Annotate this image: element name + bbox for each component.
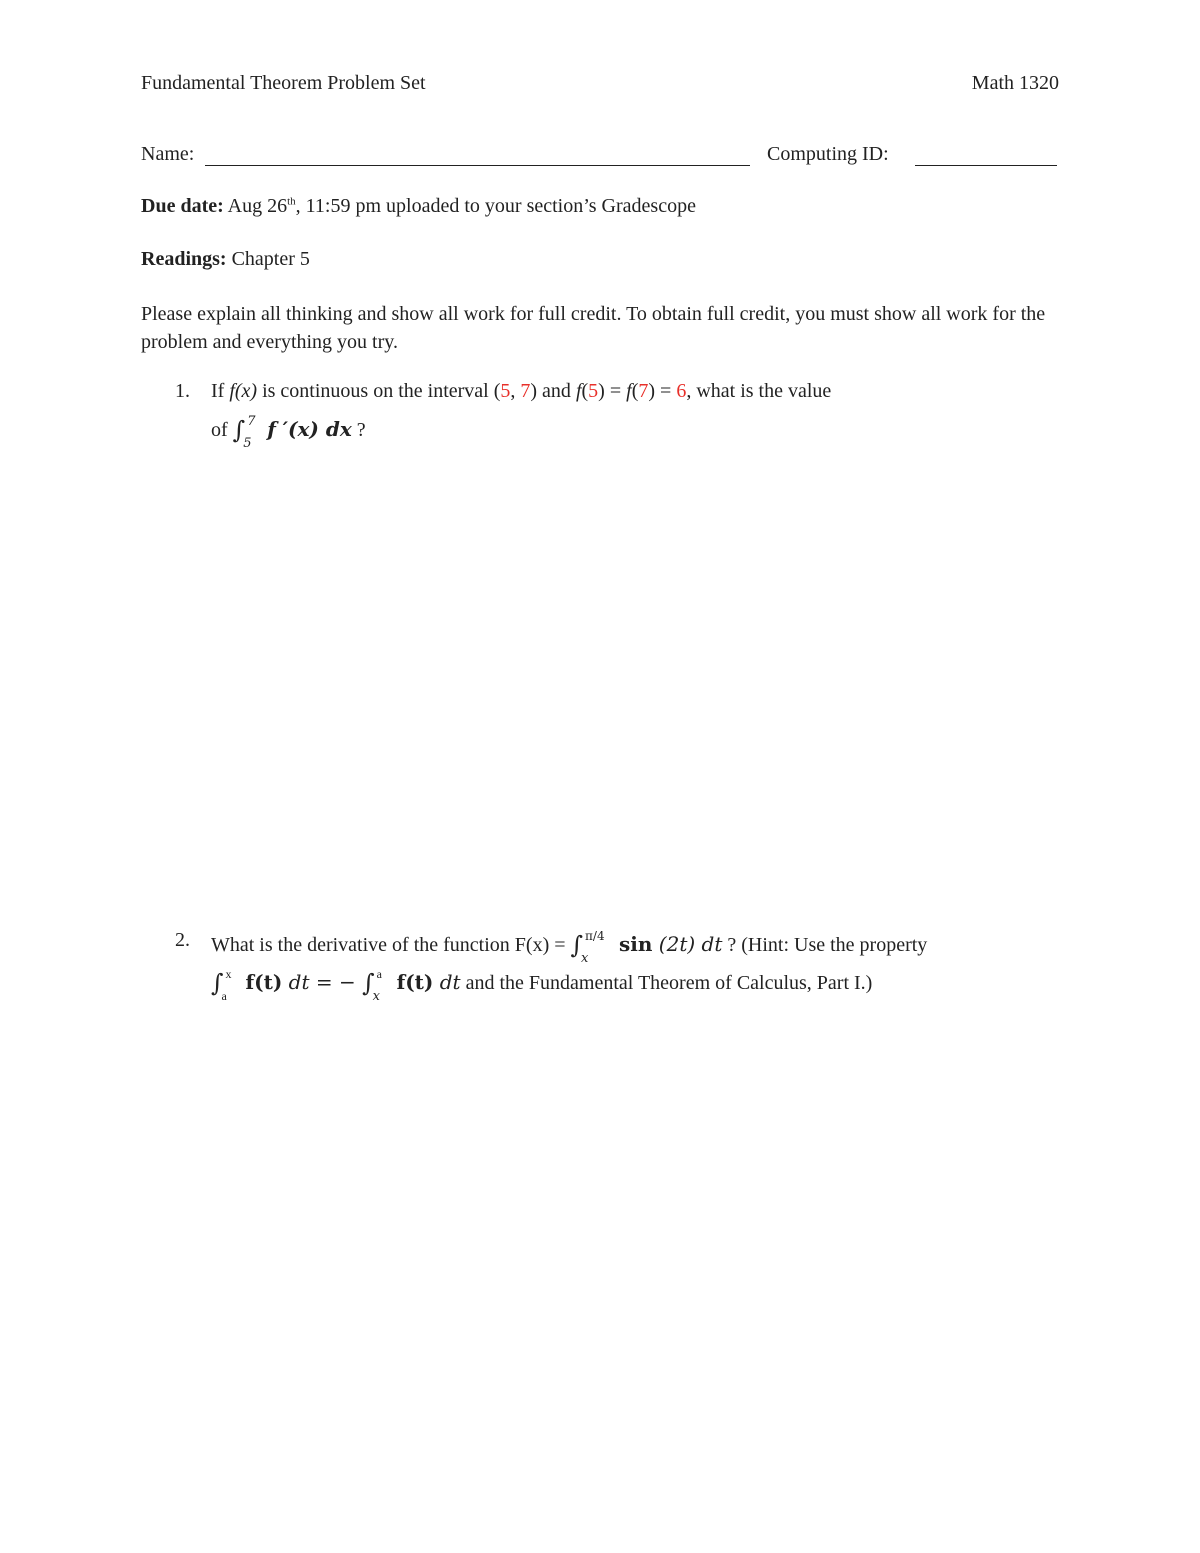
p2-text: What is the derivative of the function F(x) = — [211, 934, 571, 956]
due-date — [141, 195, 696, 218]
problem-1-line-1 — [211, 380, 831, 403]
due-date-day: Aug 26 — [223, 195, 288, 217]
p1-text: ( — [581, 380, 589, 402]
p2-text: ? (Hint: Use the property — [722, 934, 928, 956]
integral-limits — [243, 414, 267, 451]
integral-sign: ∫ — [232, 416, 246, 444]
name-blank-line — [205, 165, 750, 166]
readings — [141, 248, 310, 271]
p1-f: f — [229, 380, 235, 402]
upper-limit: a — [376, 967, 382, 981]
p1-text: ) = — [598, 380, 627, 402]
f-of-t: f(t) — [396, 970, 434, 994]
f-of-t: f(t) — [245, 970, 283, 994]
p1-text: , — [510, 380, 521, 402]
p1-text: If — [211, 380, 230, 402]
upper-limit: x — [225, 967, 232, 981]
name-label: Name: — [141, 143, 195, 165]
p1-f: f — [626, 380, 632, 402]
lower-limit: x — [581, 951, 589, 966]
integral-limits — [581, 929, 619, 966]
p1-function-value: 6 — [676, 380, 687, 402]
p1-b-value: 7 — [520, 380, 531, 402]
computing-id-label: Computing ID: — [767, 143, 889, 165]
p1-text: of — [211, 419, 233, 441]
upper-limit: π/4 — [585, 929, 605, 943]
course-number: Math 1320 — [971, 72, 1059, 94]
p1-text: ( — [631, 380, 639, 402]
integral-limits — [372, 967, 397, 1004]
computing-id-blank-line — [915, 165, 1057, 166]
integral-sign: ∫ — [211, 969, 224, 997]
p1-text: is continuous on the interval ( — [257, 380, 501, 402]
problem-2-line-1 — [211, 929, 928, 966]
sin-function: sin — [619, 932, 653, 956]
upper-limit: 7 — [247, 414, 256, 429]
due-date-ordinal: th — [287, 195, 296, 208]
p1-b-value: 7 — [638, 380, 649, 402]
document-title: Fundamental Theorem Problem Set — [141, 72, 426, 94]
integral-sign: ∫ — [570, 931, 584, 959]
problem-1-number: 1. — [175, 380, 190, 402]
p1-a-value: 5 — [500, 380, 511, 402]
dt-equals: dt = − — [282, 970, 363, 994]
readings-label: Readings: — [141, 248, 227, 270]
p1-text: ) and — [530, 380, 576, 402]
p2-text: and the Fundamental Theorem of Calculus, Part I.) — [460, 972, 873, 994]
p1-x: (x) — [234, 380, 258, 402]
due-date-details: , 11:59 pm uploaded to your section’s Gradescope — [295, 195, 696, 217]
readings-text: Chapter 5 — [226, 248, 310, 270]
p1-a-value: 5 — [588, 380, 599, 402]
p1-text: ) = — [648, 380, 677, 402]
lower-limit: a — [221, 989, 227, 1003]
due-date-label: Due date: — [141, 195, 224, 217]
problem-2-number: 2. — [175, 929, 190, 951]
p1-text: ? — [351, 419, 366, 441]
sin-argument: (2t) dt — [652, 932, 723, 956]
lower-limit: 5 — [243, 436, 252, 451]
name-row — [141, 143, 1059, 173]
problem-1-line-2 — [211, 414, 366, 451]
integral-sign: ∫ — [362, 969, 375, 997]
p1-f: f — [575, 380, 582, 402]
p1-text: , what is the value — [686, 380, 832, 402]
dt: dt — [433, 970, 461, 994]
instructions: Please explain all thinking and show all work for full credit. To obtain full credit, you must show all work for the problem and everything you try. — [141, 303, 1046, 353]
problem-2-line-2 — [211, 967, 873, 1004]
lower-limit: x — [372, 989, 380, 1004]
integrand: f ′(x) dx — [267, 417, 352, 441]
integral-limits — [221, 967, 246, 1003]
